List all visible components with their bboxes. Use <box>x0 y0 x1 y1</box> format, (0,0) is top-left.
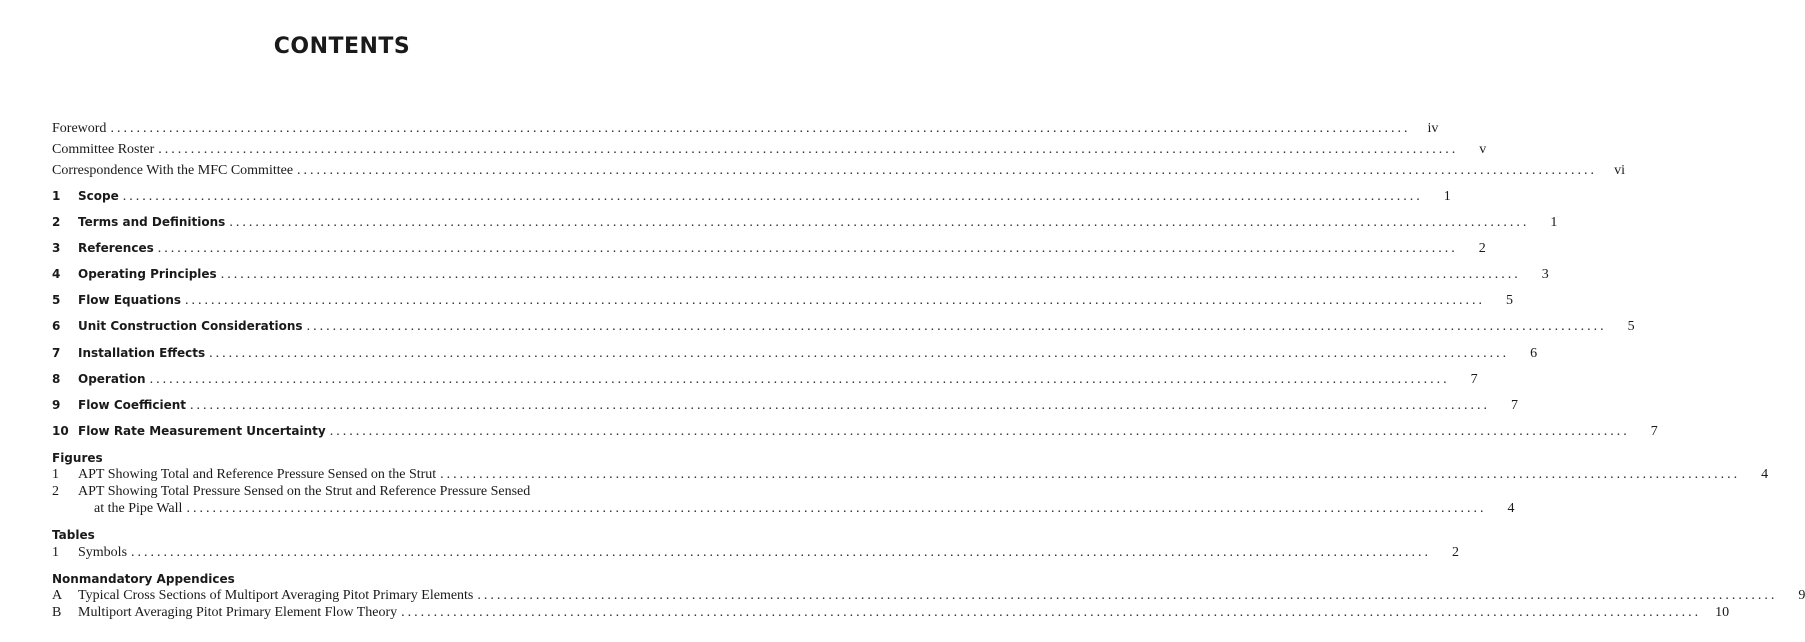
leader-dots: ........................................................................................................................................................................................................ <box>157 241 1458 256</box>
section-page: 6 <box>1530 346 1538 361</box>
section-page: 1 <box>1550 215 1558 230</box>
appendix-title: Typical Cross Sections of Multiport Averaging Pitot Primary Elements <box>78 588 474 603</box>
toc-section[interactable] <box>52 267 1549 285</box>
section-title: Operation <box>78 372 146 386</box>
section-page: 5 <box>1506 293 1514 308</box>
leader-dots: ........................................................................................................................................................................................................ <box>220 267 1521 282</box>
toc-section[interactable] <box>52 346 1538 364</box>
toc-figure-entry[interactable] <box>52 484 662 502</box>
toc-figure-entry[interactable] <box>52 467 1769 485</box>
toc-entry-correspondence[interactable] <box>52 163 1626 181</box>
figure-page: 4 <box>1507 501 1515 516</box>
section-title: Operating Principles <box>78 267 217 281</box>
toc-entry-committee-roster[interactable] <box>52 142 1487 160</box>
section-number: 5 <box>52 293 61 307</box>
toc-section[interactable] <box>52 189 1451 207</box>
toc-section[interactable] <box>52 398 1519 416</box>
figure-title-continued: at the Pipe Wall <box>94 501 183 516</box>
section-title: Flow Rate Measurement Uncertainty <box>78 424 326 438</box>
appendix-letter: A <box>52 588 63 603</box>
figure-page: 4 <box>1761 467 1769 482</box>
leader-dots: ........................................................................................................................................................................................................ <box>158 142 1459 157</box>
section-title: References <box>78 241 154 255</box>
leader-dots: ........................................................................................................................................................................................................ <box>209 346 1510 361</box>
toc-entry-foreword[interactable] <box>52 121 1439 139</box>
section-page: 2 <box>1478 241 1486 256</box>
toc-section[interactable] <box>52 293 1514 311</box>
section-title: Unit Construction Considerations <box>78 319 303 333</box>
leader-dots: ........................................................................................................................................................................................................ <box>122 189 1423 204</box>
section-page: 3 <box>1541 267 1549 282</box>
figure-title: APT Showing Total and Reference Pressure Sensed on the Strut <box>78 467 437 482</box>
section-page: 5 <box>1627 319 1635 334</box>
leader-dots: ........................................................................................................................................................................................................ <box>131 545 1432 560</box>
section-title: Installation Effects <box>78 346 206 360</box>
figures-heading: Figures <box>52 451 103 465</box>
leader-dots: ........................................................................................................................................................................................................ <box>149 372 1450 387</box>
leader-dots: ........................................................................................................................................................................................................ <box>190 398 1491 413</box>
section-number: 4 <box>52 267 61 281</box>
appendix-page: 9 <box>1798 588 1805 603</box>
leader-dots: ........................................................................................................................................................................................................ <box>401 605 1702 620</box>
section-title: Scope <box>78 189 119 203</box>
appendix-page: 10 <box>1715 605 1730 620</box>
toc-section[interactable] <box>52 241 1486 259</box>
toc-section[interactable] <box>52 319 1635 337</box>
section-number: 10 <box>52 424 69 438</box>
leader-dots: ........................................................................................................................................................................................................ <box>306 319 1607 334</box>
toc-section[interactable] <box>52 215 1558 233</box>
toc-figure-entry-continued[interactable] <box>52 501 1515 519</box>
leader-dots: ........................................................................................................................................................................................................ <box>297 163 1598 178</box>
figure-title: APT Showing Total Pressure Sensed on the Strut and Reference Pressure Sensed <box>78 484 531 499</box>
toc-entry-page: vi <box>1614 163 1626 178</box>
leader-dots: ........................................................................................................................................................................................................ <box>440 467 1741 482</box>
toc-appendix-entry[interactable] <box>52 588 1805 606</box>
section-page: 1 <box>1443 189 1451 204</box>
section-number: 3 <box>52 241 61 255</box>
toc-section[interactable] <box>52 424 1658 442</box>
leader-dots: ........................................................................................................................................................................................................ <box>477 588 1778 603</box>
table-page: 2 <box>1452 545 1460 560</box>
leader-dots: ........................................................................................................................................................................................................ <box>110 121 1411 136</box>
toc-entry-label: Committee Roster <box>52 142 155 157</box>
toc-entry-page: v <box>1479 142 1487 157</box>
section-number: 1 <box>52 189 61 203</box>
section-number: 6 <box>52 319 61 333</box>
section-page: 7 <box>1470 372 1478 387</box>
appendices-heading: Nonmandatory Appendices <box>52 572 235 586</box>
toc-table-entry[interactable] <box>52 545 1460 563</box>
tables-heading: Tables <box>52 528 95 542</box>
figure-number: 2 <box>52 484 59 499</box>
table-title: Symbols <box>78 545 128 560</box>
section-title: Flow Equations <box>78 293 182 307</box>
leader-dots: ........................................................................................................................................................................................................ <box>185 293 1486 308</box>
leader-dots: ........................................................................................................................................................................................................ <box>229 215 1530 230</box>
section-number: 2 <box>52 215 61 229</box>
leader-dots: ........................................................................................................................................................................................................ <box>329 424 1630 439</box>
toc-section[interactable] <box>52 372 1478 390</box>
toc-entry-page: iv <box>1427 121 1439 136</box>
section-title: Terms and Definitions <box>78 215 226 229</box>
toc-appendix-entry[interactable] <box>52 605 1730 623</box>
appendix-title: Multiport Averaging Pitot Primary Element Flow Theory <box>78 605 398 620</box>
leader-dots: ........................................................................................................................................................................................................ <box>186 501 1487 516</box>
toc-entry-label: Correspondence With the MFC Committee <box>52 163 294 178</box>
section-page: 7 <box>1650 424 1658 439</box>
page-title: CONTENTS <box>273 34 411 59</box>
section-number: 9 <box>52 398 61 412</box>
appendix-letter: B <box>52 605 62 620</box>
section-page: 7 <box>1511 398 1519 413</box>
section-number: 7 <box>52 346 61 360</box>
section-title: Flow Coefficient <box>78 398 187 412</box>
figure-number: 1 <box>52 467 59 482</box>
section-number: 8 <box>52 372 61 386</box>
table-number: 1 <box>52 545 59 560</box>
toc-entry-label: Foreword <box>52 121 107 136</box>
